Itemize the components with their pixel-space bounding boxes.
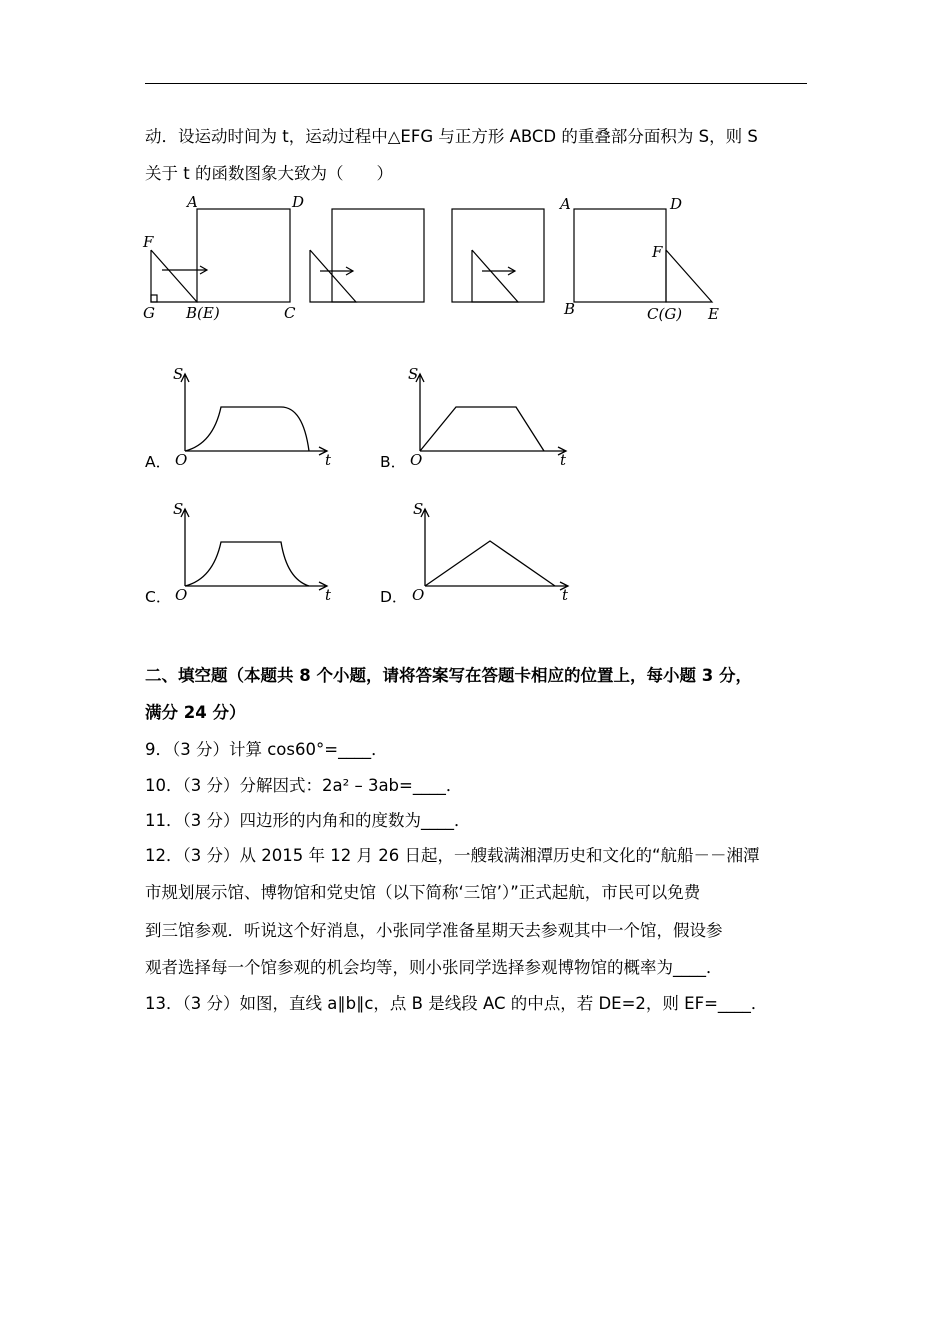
- option-A-graph: [165, 362, 345, 472]
- option-C-letter: C．: [145, 588, 172, 606]
- option-C-graph: [165, 497, 345, 607]
- triangle-4: [666, 250, 712, 302]
- label-A: A: [187, 193, 198, 211]
- option-B-origin: O: [410, 451, 423, 469]
- option-B-letter: B．: [380, 453, 407, 471]
- option-C-origin: O: [175, 586, 188, 604]
- option-B-axis-s: S: [408, 365, 419, 383]
- curve-B: [420, 407, 544, 451]
- option-A-origin: O: [175, 451, 188, 469]
- option-C-axis-t: t: [325, 586, 332, 604]
- question-13: 13．（3 分）如图，直线 a∥b∥c，点 B 是线段 AC 的中点，若 DE=2，则 EF=____．: [145, 994, 768, 1013]
- label-B-4: B: [564, 300, 576, 318]
- label-F-4: F: [652, 243, 663, 261]
- option-C-axis-s: S: [173, 500, 184, 518]
- section-2-header-line-1: 二、填空题（本题共 8 个小题，请将答案写在答题卡相应的位置上，每小题 3 分，: [145, 666, 752, 685]
- question-12-line-1: 12．（3 分）从 2015 年 12 月 26 日起，一艘载满湘潭历史和文化的“航船－－湘潭: [145, 846, 760, 865]
- question-10: 10．（3 分）分解因式：2a² – 3ab=____．: [145, 776, 463, 795]
- option-B-axis-t: t: [560, 451, 567, 469]
- question-stem-line-2: 关于 t 的函数图象大致为（ ）: [145, 164, 393, 183]
- label-CG: C(G): [647, 305, 683, 323]
- question-12-line-4: 观者选择每一个馆参观的机会均等，则小张同学选择参观博物馆的概率为____．: [145, 958, 723, 977]
- curve-D: [425, 541, 555, 586]
- curve-C: [185, 542, 309, 586]
- square-1: [197, 209, 290, 302]
- curve-A: [185, 407, 309, 451]
- question-stem-line-1: 动．设运动时间为 t，运动过程中△EFG 与正方形 ABCD 的重叠部分面积为 S，则 S: [145, 127, 758, 146]
- header-rule: [145, 83, 807, 84]
- question-12-line-2: 市规划展示馆、博物馆和党史馆（以下简称‘三馆’）”正式起航，市民可以免费: [145, 883, 701, 902]
- option-B-graph: [400, 362, 580, 472]
- label-G: G: [143, 304, 155, 322]
- option-A-axis-s: S: [173, 365, 184, 383]
- label-C: C: [284, 304, 296, 322]
- triangle-2: [310, 250, 356, 302]
- square-2: [332, 209, 424, 302]
- label-E-4: E: [708, 305, 719, 323]
- label-F: F: [143, 233, 154, 251]
- label-A-4: A: [560, 195, 571, 213]
- option-A-letter: A．: [145, 453, 172, 471]
- option-D-axis-s: S: [413, 500, 424, 518]
- question-9: 9．（3 分）计算 cos60°=____．: [145, 740, 388, 759]
- label-D: D: [292, 193, 305, 211]
- motion-figure: [140, 195, 740, 325]
- triangle-3: [472, 250, 518, 302]
- option-D-origin: O: [412, 586, 425, 604]
- section-2-header-line-2: 满分 24 分）: [145, 703, 246, 722]
- option-A-axis-t: t: [325, 451, 332, 469]
- square-3: [452, 209, 544, 302]
- option-D-letter: D．: [380, 588, 408, 606]
- triangle-1: [151, 250, 197, 302]
- option-D-graph: [400, 497, 580, 607]
- label-D-4: D: [670, 195, 683, 213]
- question-11: 11．（3 分）四边形的内角和的度数为____．: [145, 811, 471, 830]
- label-BE: B(E): [186, 304, 220, 322]
- option-D-axis-t: t: [562, 586, 569, 604]
- question-12-line-3: 到三馆参观．听说这个好消息，小张同学准备星期天去参观其中一个馆，假设参: [145, 921, 723, 940]
